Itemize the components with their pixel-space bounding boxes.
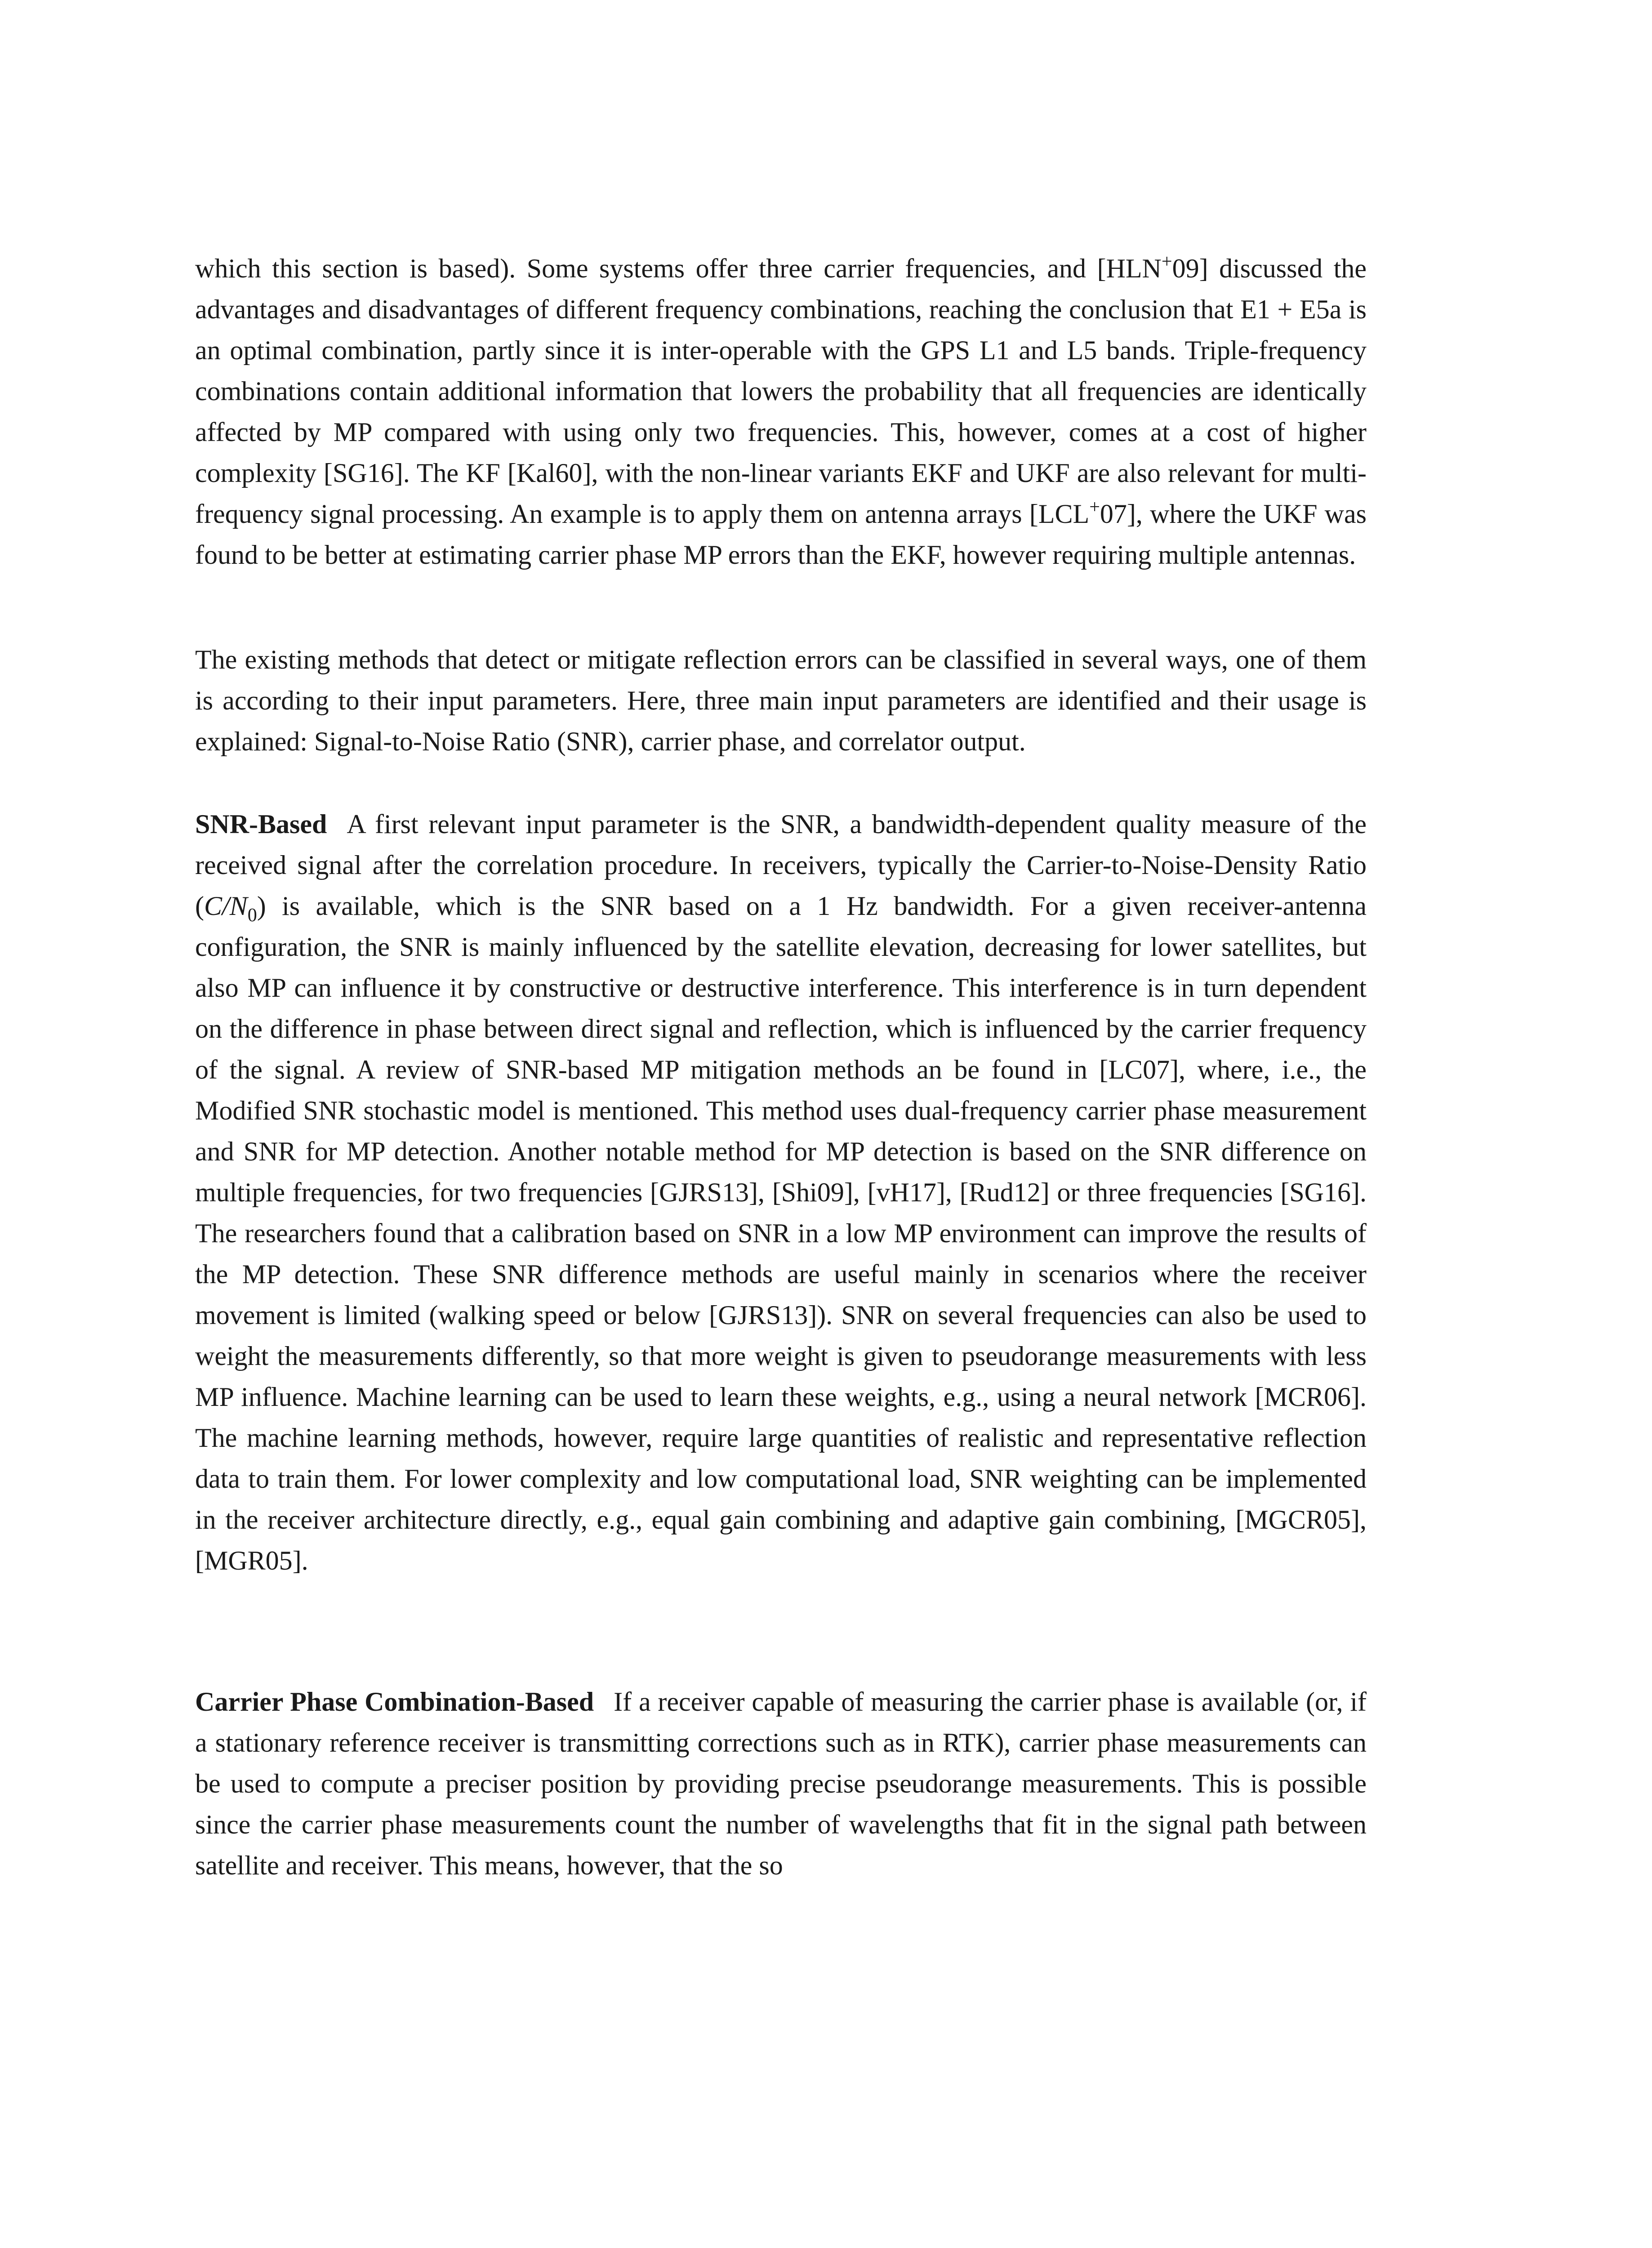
run-in-heading-carrier-phase: Carrier Phase Combination-Based: [195, 1687, 594, 1717]
superscript-plus: +: [1089, 497, 1100, 517]
paragraph-text: 09] discussed the advantages and disadvantages of different frequency combinations, reaching the conclusion that E1 + E5a is an optimal combination, partly since it is inter-operable with the GPS L1 and L5 bands. Triple-frequency combinations contain additional information that lowers the probability that all frequencies are identically affected by MP compared with using only two frequencies. This, however, comes at a cost of higher complexity [SG16]. The KF [Kal60], with the non-linear variants EKF and UKF are also relevant for multi-frequency signal processing. An example is to apply them on antenna arrays [LCL: [195, 254, 1367, 529]
math-fraction: C/N: [204, 891, 248, 921]
section-snr-based: [195, 804, 1367, 1581]
math-c-over-n0: [204, 891, 257, 926]
paragraph-text: 07], where the UKF was found to be better at estimating carrier phase MP errors than the EKF, however requiring multiple antennas.: [195, 499, 1367, 570]
superscript-plus: +: [1161, 251, 1172, 272]
run-in-heading-snr: SNR-Based: [195, 809, 327, 839]
section-carrier-phase: [195, 1682, 1367, 1886]
math-subscript: 0: [247, 905, 257, 926]
paragraph-text: A first relevant input parameter is the SNR, a bandwidth-dependent quality measure of the received signal after the correlation procedure. In receivers, typically the Carrier-to-Noise-Density Ratio (: [195, 809, 1367, 921]
paragraph-input-parameters: [195, 639, 1367, 762]
paragraph-text: which this section is based). Some systems offer three carrier frequencies, and [HLN: [195, 254, 1162, 283]
paragraph-text: If a receiver capable of measuring the carrier phase is available (or, if a stationary reference receiver is transmitting corrections such as in RTK), carrier phase measurements can be used to compute a preciser position by providing precise pseudorange measurements. This is possible since the carrier phase measurements count the number of wavelengths that fit in the signal path between satellite and receiver. This means, however, that the so: [195, 1687, 1367, 1880]
paragraph-text: The existing methods that detect or mitigate reflection errors can be classified in several ways, one of them is according to their input parameters. Here, three main input parameters are identified and their usage is explained: Signal-to-Noise Ratio (SNR), carrier phase, and correlator output.: [195, 645, 1367, 756]
paragraph-frequency-combinations: [195, 248, 1367, 575]
paragraph-text: ) is available, which is the SNR based on a 1 Hz bandwidth. For a given receiver-antenna configuration, the SNR is mainly influenced by the satellite elevation, decreasing for lower satellites, but also MP can influence it by constructive or destructive interference. This interference is in turn dependent on the difference in phase between direct signal and reflection, which is influenced by the carrier frequency of the signal. A review of SNR-based MP mitigation methods an be found in [LC07], where, i.e., the Modified SNR stochastic model is mentioned. This method uses dual-frequency carrier phase measurement and SNR for MP detection. Another notable method for MP detection is based on the SNR difference on multiple frequencies, for two frequencies [GJRS13], [Shi09], [vH17], [Rud12] or three frequencies [SG16]. The researchers found that a calibration based on SNR in a low MP environment can improve the results of the MP detection. These SNR difference methods are useful mainly in scenarios where the receiver movement is limited (walking speed or below [GJRS13]). SNR on several frequencies can also be used to weight the measurements differently, so that more weight is given to pseudorange measurements with less MP influence. Machine learning can be used to learn these weights, e.g., using a neural network [MCR06]. The machine learning methods, however, require large quantities of realistic and representative reflection data to train them. For lower complexity and low computational load, SNR weighting can be implemented in the receiver architecture directly, e.g., equal gain combining and adaptive gain combining, [MGCR05], [MGR05].: [195, 891, 1367, 1575]
